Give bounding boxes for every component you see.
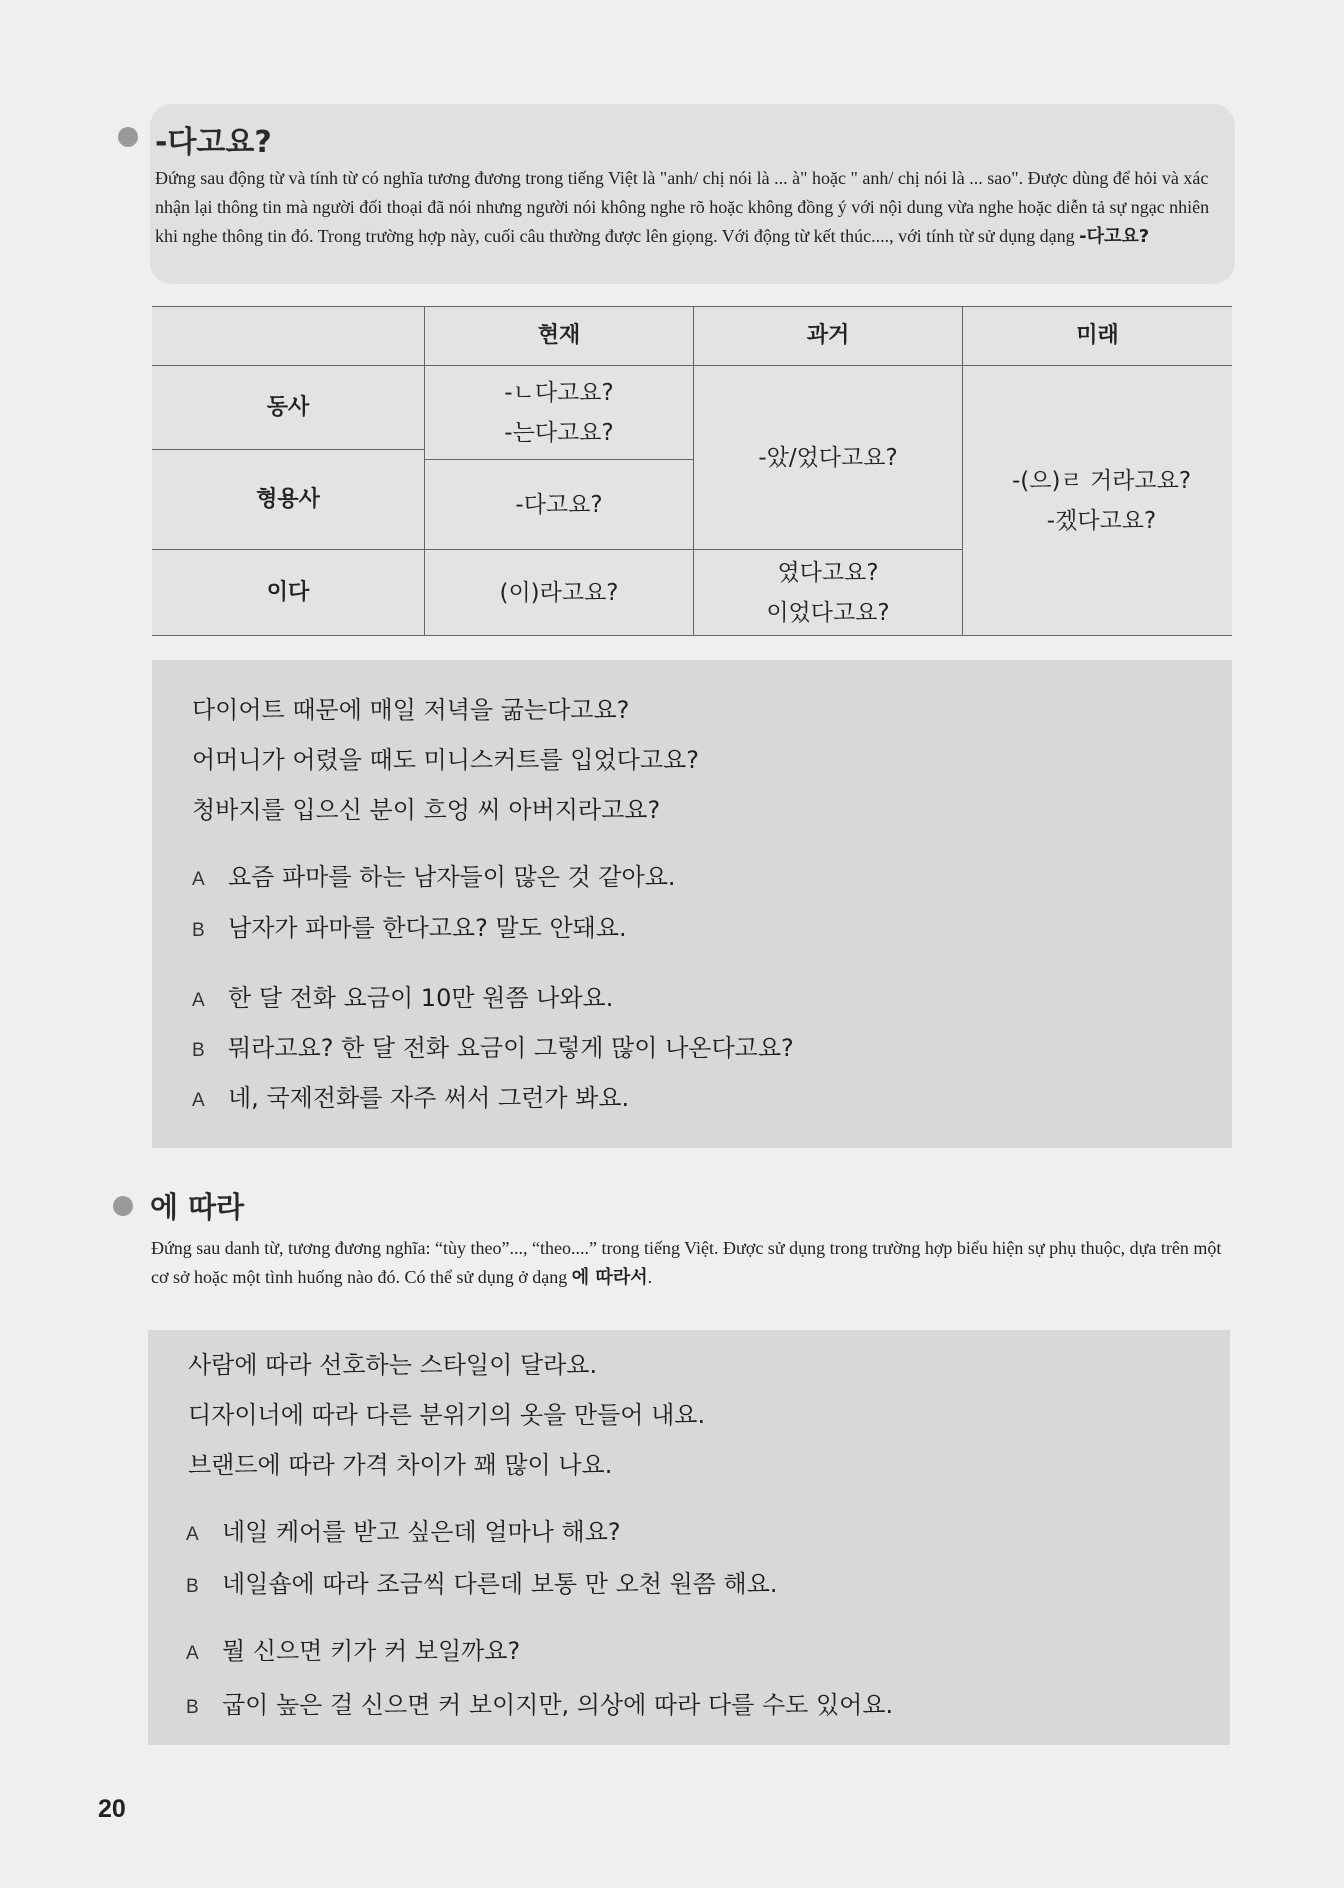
section-description xyxy=(151,1234,1236,1292)
adjective-present-cell xyxy=(425,460,693,549)
dialogue-line xyxy=(186,1512,621,1547)
header-past: 과거 xyxy=(806,322,850,348)
copula-past-form-1: 였다고요? xyxy=(777,559,879,586)
speaker-label: B xyxy=(186,1576,199,1597)
section-title: 에 따라 xyxy=(150,1190,245,1224)
header-future: 미래 xyxy=(1076,322,1119,348)
future-shared-cell xyxy=(963,366,1236,635)
example-box-1 xyxy=(152,660,1232,1148)
speaker-label: B xyxy=(192,1040,205,1061)
description-text: Đứng sau danh từ, tương đương nghĩa: “tùy theo”..., “theo....” trong tiếng Việt. Được sử dụng trong trường hợp biểu hiện sự phụ thuộc, dựa trên một cơ sở hoặc một tình huống nào đó. Có thể sử dụng ở dạng xyxy=(151,1238,1222,1287)
speaker-label: B xyxy=(192,920,205,941)
example-sentence: 브랜드에 따라 가격 차이가 꽤 많이 나요. xyxy=(188,1451,613,1479)
example-sentence: 다이어트 때문에 매일 저녁을 굶는다고요? xyxy=(192,696,630,724)
dialogue-text: 남자가 파마를 한다고요? 말도 안돼요. xyxy=(228,914,627,942)
description-keyword: 에 따라서 xyxy=(571,1267,648,1288)
bullet-icon xyxy=(113,1196,133,1216)
dialogue-line xyxy=(192,1078,629,1113)
dialogue-line xyxy=(192,908,627,943)
future-form-2: -겠다고요? xyxy=(1046,507,1157,534)
speaker-label: B xyxy=(186,1697,199,1718)
speaker-label: A xyxy=(192,869,205,890)
dialogue-line xyxy=(186,1685,893,1720)
verb-present-cell xyxy=(425,366,693,459)
row-label-adjective: 형용사 xyxy=(256,486,320,512)
dialogue-line xyxy=(192,1028,794,1063)
section-description xyxy=(155,164,1235,251)
dialogue-text: 한 달 전화 요금이 10만 원쯤 나와요. xyxy=(228,984,614,1012)
section-title: -다고요? xyxy=(155,125,272,160)
header-present: 현재 xyxy=(537,322,581,348)
dialogue-text: 뭐라고요? 한 달 전화 요금이 그렇게 많이 나온다고요? xyxy=(228,1034,794,1062)
copula-past-cell xyxy=(694,550,962,635)
description-end: . xyxy=(647,1267,653,1287)
example-sentence: 청바지를 입으신 분이 흐엉 씨 아버지라고요? xyxy=(192,796,661,824)
dialogue-text: 뭘 신으면 키가 커 보일까요? xyxy=(222,1637,521,1665)
dialogue-text: 네일숍에 따라 조금씩 다른데 보통 만 오천 원쯤 해요. xyxy=(222,1570,778,1598)
dialogue-text: 네, 국제전화를 자주 써서 그런가 봐요. xyxy=(228,1084,630,1112)
example-sentence: 사람에 따라 선호하는 스타일이 달라요. xyxy=(188,1351,598,1379)
description-keyword: -다고요? xyxy=(1079,226,1150,247)
verb-present-form-1: -ㄴ다고요? xyxy=(504,379,614,406)
speaker-label: A xyxy=(186,1643,199,1664)
copula-past-form-2: 이었다고요? xyxy=(766,599,890,626)
row-label-verb: 동사 xyxy=(266,394,310,420)
bullet-icon xyxy=(118,127,138,147)
dialogue-line xyxy=(186,1631,520,1666)
copula-present-cell xyxy=(425,550,693,635)
past-shared-form: -았/었다고요? xyxy=(758,444,898,471)
dialogue-line xyxy=(192,978,613,1013)
dialogue-line xyxy=(192,857,676,892)
verb-present-form-2: -는다고요? xyxy=(504,419,614,446)
adjective-present-form: -다고요? xyxy=(515,491,603,518)
speaker-label: A xyxy=(192,990,205,1011)
row-label-copula: 이다 xyxy=(266,579,310,605)
future-form-1: -(으)ㄹ 거라고요? xyxy=(1011,467,1192,494)
description-text: Đứng sau động từ và tính từ có nghĩa tương đương trong tiếng Việt là "anh/ chị nói là ... à" hoặc " anh/ chị nói là ... sao". Được dùng để hỏi và xác nhận lại thông tin mà người đối thoại đã nói nhưng người nói không nghe rõ hoặc không đồng ý với nội dung vừa nghe hoặc diễn tả sự ngạc nhiên khi nghe thông tin đó. Trong trường hợp này, cuối câu thường được lên giọng. Với động từ kết thúc...., với tính từ sử dụng dạng xyxy=(155,168,1210,246)
speaker-label: A xyxy=(186,1524,199,1545)
dialogue-text: 굽이 높은 걸 신으면 커 보이지만, 의상에 따라 다를 수도 있어요. xyxy=(222,1691,894,1719)
example-sentence: 어머니가 어렸을 때도 미니스커트를 입었다고요? xyxy=(192,746,699,774)
dialogue-text: 요즘 파마를 하는 남자들이 많은 것 같아요. xyxy=(228,863,676,891)
conjugation-table xyxy=(152,306,1232,636)
speaker-label: A xyxy=(192,1090,205,1111)
past-shared-cell xyxy=(694,366,962,549)
copula-present-form: (이)라고요? xyxy=(499,579,619,606)
example-sentence: 디자이너에 따라 다른 분위기의 옷을 만들어 내요. xyxy=(188,1401,706,1429)
dialogue-line xyxy=(186,1564,778,1599)
dialogue-text: 네일 케어를 받고 싶은데 얼마나 해요? xyxy=(222,1518,621,1546)
page-number: 20 xyxy=(98,1795,126,1823)
